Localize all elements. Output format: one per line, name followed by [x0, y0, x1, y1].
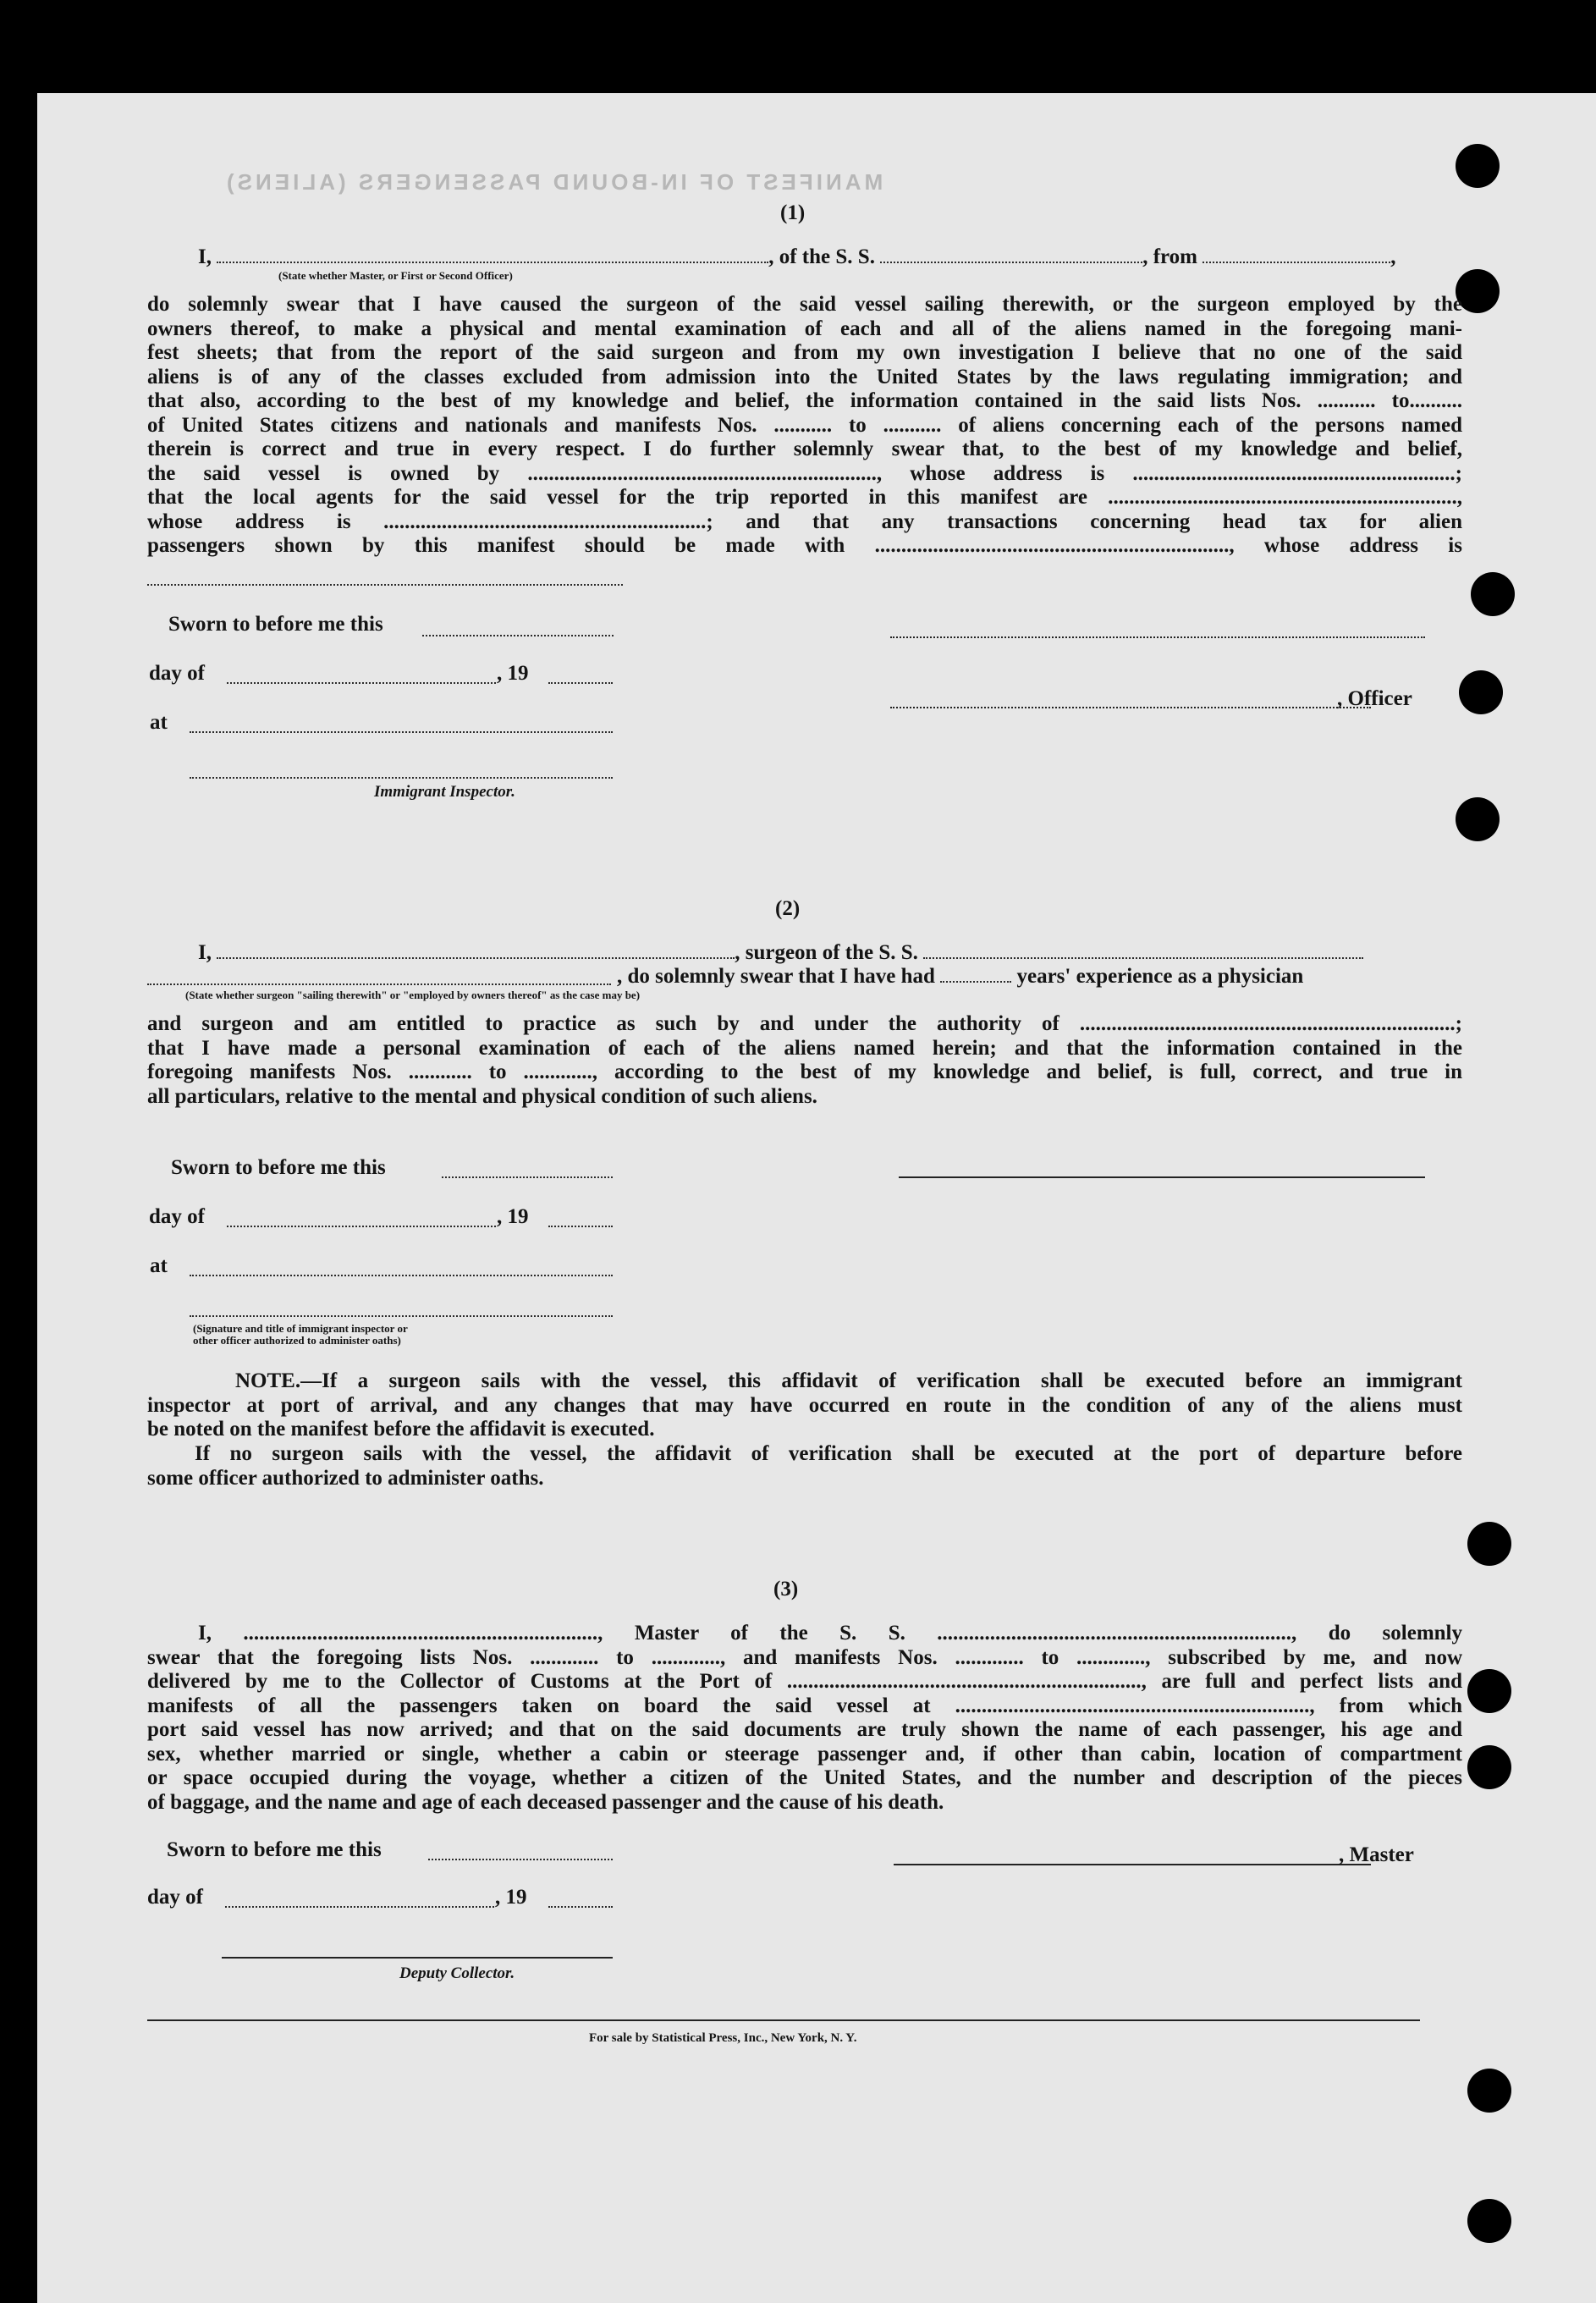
s1-year-label: , 19	[497, 662, 529, 685]
s2-at-label: at	[150, 1254, 168, 1277]
s2-signature-note-1: (Signature and title of immigrant inspector or	[193, 1322, 408, 1335]
s3-master-signature-line[interactable]	[894, 1864, 1371, 1865]
s2-vessel-field[interactable]	[923, 945, 1363, 959]
punch-hole	[1467, 1669, 1511, 1713]
s3-collector-signature-line[interactable]	[222, 1957, 613, 1959]
s1-i-label: I,	[198, 245, 212, 268]
s2-years-line: , do solemnly swear that I have had years' experience as a physician	[617, 965, 1304, 988]
s1-officer-note: (State whether Master, or First or Second Officer)	[278, 269, 513, 282]
s2-oath-paragraph: and surgeon and am entitled to practice as such by and under the authority of .......................................................................; that I have made a personal examination of each of the aliens named herein; and that the information contained in the foregoing manifests Nos. ............ to ............., according to the best of my knowledge and belief, is full, correct, and true in all particulars, relative to the mental and physical condition of such aliens.	[147, 1012, 1462, 1108]
s1-officer-line: I, , of the S. S. , from ,	[198, 245, 1396, 268]
s3-oath-paragraph: I, ..................................................................., Master of the S. S. ..................................................................., do solemnly swear that the foregoing lists Nos. ............. to ............., and manifests Nos. ............. to ............., subscribed by me, and now delivered by me to the Collector of Customs at the Port of ..................................................................., are full and perfect lists and manifests of all the passengers taken on board the said vessel at ..................................................................., from which port said vessel has now arrived; and that on the said documents are truly shown the name of each passenger, his age and sex, whether married or single, whether a cabin or steerage passenger and, if other than cabin, location of compartment or space occupied during the voyage, whether a citizen of the United States, and the number and description of the pieces of baggage, and the name and age of each deceased passenger and the cause of his death.	[147, 1622, 1462, 1814]
s3-master-label: , Master	[1339, 1843, 1414, 1866]
bleed-through-header: MANIFEST OF IN-BOUND PASSENGERS (ALIENS)	[223, 169, 883, 195]
s3-year-label: , 19	[495, 1886, 527, 1909]
punch-hole	[1471, 572, 1515, 616]
s1-oath-paragraph: do solemnly swear that I have caused the surgeon of the said vessel sailing therewith, or the surgeon employed by the owners thereof, to make a physical and mental examination of each and all of the aliens named in the foregoing mani- fest sheets; that from the report of the said surgeon and from my own investigation I believe that no one of the said aliens is of any of the classes excluded from admission into the United States by the laws regulating immigration; and that also, according to the best of my knowledge and belief, the information contained in the said lists Nos. ........... to.......... of United States citizens and nationals and manifests Nos. ........... to ........... of aliens concerning each of the persons named therein is correct and true in every respect. I do further solemnly swear that, to the best of my knowledge and belief, the said vessel is owned by .................................................................., whose address is .............................................................; that the local agents for the said vessel for the trip reported in this manifest are .................................................................., whose address is .............................................................; and that any transactions concerning head tax for alien passengers shown by this manifest should be made with ..................................................................., whose address is	[147, 293, 1462, 557]
s3-sworn-field[interactable]	[428, 1859, 613, 1860]
s3-year-field[interactable]	[548, 1906, 613, 1908]
s2-year-label: , 19	[497, 1205, 529, 1228]
s2-surgeon-signature-line[interactable]	[899, 1176, 1425, 1178]
s2-inspector-signature-line[interactable]	[190, 1315, 613, 1317]
s2-sworn-label: Sworn to before me this	[171, 1156, 386, 1179]
s1-sworn-label: Sworn to before me this	[168, 613, 383, 636]
s2-note-paragraph: NOTE.—If a surgeon sails with the vessel, this affidavit of verification shall be executed before an immigrant inspector at port of arrival, and any changes that may have occurred en route in the condition of any of the aliens must be noted on the manifest before the affidavit is executed.	[147, 1369, 1462, 1441]
s1-officer-name-field[interactable]	[217, 250, 768, 263]
s1-at-field[interactable]	[190, 731, 613, 733]
section-1-heading: (1)	[780, 201, 806, 224]
s2-day-field[interactable]	[227, 1226, 496, 1227]
form-page	[37, 93, 1596, 2303]
punch-hole	[1467, 2199, 1511, 2243]
s2-status-note: (State whether surgeon "sailing therewith" or "employed by owners thereof" as the case may be)	[185, 989, 641, 1001]
s1-from-label: , from	[1142, 245, 1197, 268]
s1-officer-signature-line[interactable]	[890, 636, 1425, 638]
section-3-heading: (3)	[773, 1578, 799, 1601]
s1-from-field[interactable]	[1203, 250, 1390, 263]
punch-hole	[1456, 797, 1500, 841]
s2-status-field[interactable]	[147, 983, 611, 985]
s3-day-field[interactable]	[225, 1906, 494, 1908]
s2-surgeon-name-field[interactable]	[217, 945, 735, 959]
s2-surgeon-line: I, , surgeon of the S. S.	[198, 941, 1363, 965]
s1-year-field[interactable]	[548, 682, 613, 684]
s1-vessel-field[interactable]	[880, 250, 1142, 263]
s2-years-field[interactable]	[940, 969, 1011, 983]
s3-collector-label: Deputy Collector.	[399, 1964, 515, 1982]
s2-year-field[interactable]	[548, 1226, 613, 1227]
section-2-heading: (2)	[775, 897, 801, 920]
s1-ss-label: , of the S. S.	[768, 245, 875, 268]
punch-hole	[1467, 1522, 1511, 1566]
punch-hole	[1467, 1745, 1511, 1789]
s1-day-of-label: day of	[149, 662, 205, 685]
s1-headtax-address-field[interactable]	[147, 584, 623, 586]
punch-hole	[1459, 670, 1503, 714]
s1-day-field[interactable]	[227, 682, 496, 684]
punch-hole	[1467, 2069, 1511, 2113]
s2-at-field[interactable]	[190, 1275, 613, 1276]
s2-sworn-field[interactable]	[442, 1176, 613, 1178]
punch-hole	[1456, 144, 1500, 188]
s1-at-label: at	[150, 711, 168, 734]
s1-officer-label: , Officer	[1337, 687, 1412, 710]
s3-sworn-label: Sworn to before me this	[167, 1838, 382, 1861]
s2-note-paragraph-2: If no surgeon sails with the vessel, the affidavit of verification shall be executed at the port of departure before some officer authorized to administer oaths.	[147, 1442, 1462, 1490]
s2-day-of-label: day of	[149, 1205, 205, 1228]
s3-day-of-label: day of	[147, 1886, 203, 1909]
printer-imprint: For sale by Statistical Press, Inc., New York, N. Y.	[589, 2031, 857, 2045]
s1-inspector-label: Immigrant Inspector.	[374, 783, 515, 801]
s1-officer-title-line[interactable]	[890, 707, 1371, 708]
s1-inspector-signature-line[interactable]	[190, 777, 613, 779]
s1-sworn-field[interactable]	[422, 635, 614, 636]
footer-rule	[147, 2019, 1420, 2021]
s2-signature-note-2: other officer authorized to administer oaths)	[193, 1334, 401, 1347]
